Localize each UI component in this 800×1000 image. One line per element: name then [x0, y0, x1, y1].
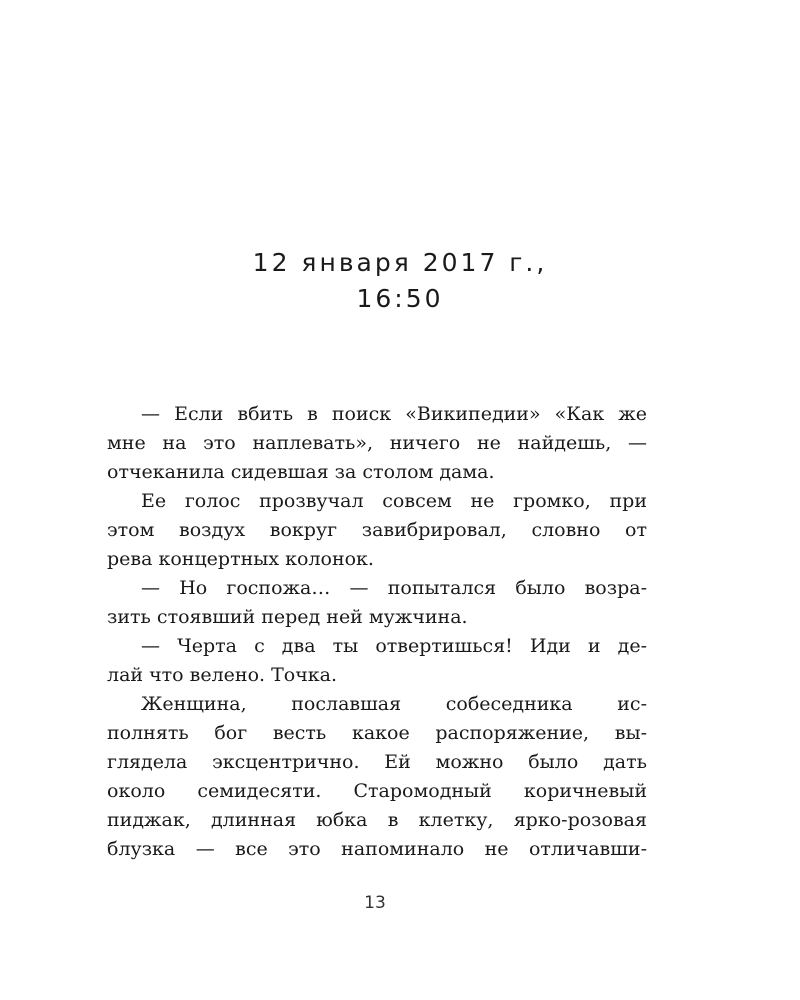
text-line: Женщина, пославшая собеседника ис- — [141, 693, 647, 715]
text-line: — Если вбить в поиск «Википедии» «Как же — [141, 403, 647, 425]
paragraph — [107, 632, 647, 690]
text-line: лай что велено. Точка. — [107, 664, 338, 686]
chapter-heading — [0, 245, 800, 317]
body-text — [107, 400, 647, 864]
page-number: 13 — [364, 893, 386, 913]
text-line: мне на это наплевать», ничего не найдешь, — — [107, 432, 647, 454]
text-line: — Черта с два ты отвертишься! Иди и де- — [141, 635, 647, 657]
heading-date: 12 января 2017 г., — [252, 248, 548, 277]
text-line: зить стоявший перед ней мужчина. — [107, 606, 468, 628]
text-line: этом воздух вокруг завибрировал, словно от — [107, 519, 647, 541]
paragraph — [107, 690, 647, 864]
text-line: блузка — все это напоминало не отличавши- — [107, 838, 647, 860]
text-line: отчеканила сидевшая за столом дама. — [107, 461, 495, 483]
text-line: полнять бог весть какое распоряжение, вы- — [107, 722, 647, 744]
text-line: Ее голос прозвучал совсем не громко, при — [141, 490, 647, 512]
paragraph — [107, 574, 647, 632]
paragraph — [107, 487, 647, 574]
paragraph — [107, 400, 647, 487]
heading-time: 16:50 — [356, 284, 444, 313]
text-line: глядела эксцентрично. Ей можно было дать — [107, 751, 647, 773]
text-line: рева концертных колонок. — [107, 548, 374, 570]
text-line: пиджак, длинная юбка в клетку, ярко-розовая — [107, 809, 647, 831]
text-line: — Но госпожа… — попытался было возра- — [141, 577, 647, 599]
text-line: около семидесяти. Старомодный коричневый — [107, 780, 647, 802]
